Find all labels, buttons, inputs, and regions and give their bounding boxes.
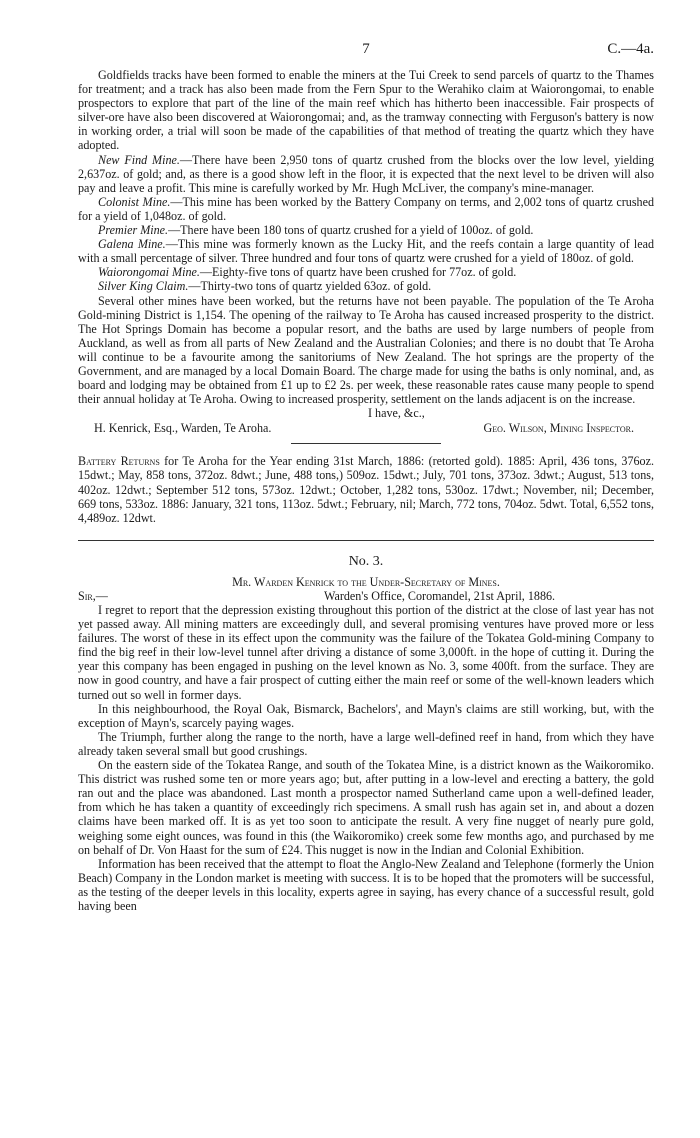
mine-heading: Silver King Claim.: [98, 279, 189, 294]
returns-text: for Te Aroha for the Year ending 31st March, 1886: (retorted gold). 1885: April, 436 tons, 376oz. 15dwt.; May, 858 tons, 372oz. 8dwt.; June, 488 tons,) 509oz. 15dwt.; July, 701 tons, 373oz. 3dwt.; August, 513 tons, 402oz. 12dwt.; September 512 tons, 573oz. 12dwt.; October, 1,282 tons, 530oz. 17dwt.; November, nil; December, 669 tons, 533oz. 1886: January, 321 tons, 113oz. 5dwt.; February, nil; March, 772 tons, 704oz. 5dwt. Total, 6,552 tons, 4,489oz. 12dwt.: [78, 454, 654, 525]
paragraph-new-find-mine: [78, 153, 654, 195]
paragraph-neighbourhood: In this neighbourhood, the Royal Oak, Bismarck, Bachelors', and Mayn's claims are still working, but, with the exception of Mayn's, scarcely paying wages.: [78, 701, 654, 730]
paragraph-premier-mine: [78, 223, 654, 237]
paragraph-te-aroha-district: Several other mines have been worked, but the returns have not been payable. The population of the Te Aroha Gold-mining District is 1,154. The opening of the railway to Te Aroha has caused increased prosperity to the district. The Hot Springs Domain has become a popular resort, and the baths are used by large numbers of people from Auckland, as well as from all parts of New Zealand and the Australian Colonies; and there is no doubt that Te Aroha will continue to be a favourite among the sanitoriums of New Zealand. The hot springs are the property of the Government, and are managed by a local Domain Board. The charge made for using the baths is only nominal, and, as board and lodging may be obtained from £1 up to £2 2s. per week, these reasonable rates cause many people to spend their annual holiday at Te Aroha. Owing to increased prosperity, settlement on the lands adjacent is on the increase.: [78, 293, 654, 407]
section-number: No. 3.: [348, 553, 384, 569]
section-divider-long: [78, 540, 654, 541]
paragraph-text: —Eighty-five tons of quartz have been crushed for 77oz. of gold.: [199, 265, 517, 280]
mine-heading: Colonist Mine.: [98, 194, 171, 209]
signature: Geo. Wilson, Mining Inspector.: [483, 421, 634, 436]
mine-heading: Waiorongomai Mine.: [98, 265, 200, 280]
closing-formula: I have, &c.,: [368, 406, 425, 421]
paragraph-text: —This mine has been worked by the Battery Company on terms, and 2,002 tons of quartz crushed for a yield of 1,048oz. of gold.: [78, 194, 654, 223]
closing-row: [78, 406, 654, 420]
paragraph-silver-king-claim: [78, 279, 654, 293]
paragraph-anglo-new-zealand: Information has been received that the attempt to float the Anglo-New Zealand and Telephone (formerly the Union Beach) Company in the London market is meeting with success. It is to be hoped that the promoters will be successful, as the testing of the deeper levels in this locality, experts agree in saying, has every chance of a successful result, gold having been: [78, 856, 654, 913]
paragraph-text: —There have been 2,950 tons of quartz crushed from the blocks over the low level, yielding 2,637oz. of gold; and, as there is a good show left in the floor, it is expected that the next level to be driven will also pay and leave a profit. This mine is carefully worked by Mr. Hugh McLiver, the company's mine-manager.: [78, 152, 655, 195]
page-header: [78, 42, 654, 68]
paragraph-triumph: The Triumph, further along the range to the north, have a large well-defined reef in hand, from which they have already taken several small but good crushings.: [78, 729, 654, 758]
salutation: Sir,—: [78, 589, 108, 603]
paragraph-text: —This mine was formerly known as the Lucky Hit, and the reefs contain a large quantity of lead with a small percentage of silver. Three hundred and four tons of quartz were crushed for a yield of 180oz. of gold.: [78, 237, 655, 266]
paragraph-waikoromiko: On the eastern side of the Tokatea Range, and south of the Tokatea Mine, is a district known as the Waikoromiko. This district was rushed some ten or more years ago; but, after putting in a low-level and erecting a battery, the gold ran out and the place was abandoned. Last month a prospector named Sutherland came upon a well-defined leader, from which he has taken a quantity of exceedingly rich specimens. A small rush has again set in, and about a dozen claims have been marked off. It is as yet too soon to anticipate the result. A very fine nugget of nearly pure gold, weighing some eight ounces, was found in this (the Waikoromiko) creek some few months ago, and purchased by me on behalf of Dr. Von Haast for the sum of £24. This nugget is now in the Indian and Colonial Exhibition.: [78, 758, 654, 857]
document-reference: C.—4a.: [607, 41, 654, 57]
addressee: H. Kenrick, Esq., Warden, Te Aroha.: [94, 421, 272, 436]
paragraph-colonist-mine: [78, 195, 654, 223]
section-divider-short: [291, 443, 441, 444]
mine-heading: Premier Mine.: [98, 223, 169, 238]
signature-row: [78, 421, 654, 435]
paragraph-tracks: Goldfields tracks have been formed to enable the miners at the Tui Creek to send parcels of quartz to the Thames for treatment; and a track has also been made from the Fern Spur to the Werahiko claim at Waiorongomai, to enable prospectors to explore that part of the line of the main reef which has hitherto been inaccessible. Fair prospects of silver-ore have also been discovered at Waiorongomai; and, as the tramway connecting with Ferguson's battery is now in working order, a trial will soon be made of the capabilities of that method of treating the quartz which they have adopted.: [78, 68, 654, 153]
paragraph-waiorongomai-mine: [78, 265, 654, 279]
returns-heading: Battery Returns: [78, 454, 160, 469]
letter-heading: Mr. Warden Kenrick to the Under-Secretary of Mines.: [232, 574, 500, 589]
page-number: 7: [362, 41, 370, 57]
paragraph-galena-mine: [78, 237, 654, 265]
mine-heading: New Find Mine.: [98, 152, 180, 167]
dateline: Warden's Office, Coromandel, 21st April, 1886.: [324, 589, 556, 603]
mine-heading: Galena Mine.: [98, 237, 166, 252]
battery-returns: [78, 454, 654, 524]
salutation-row: [78, 589, 654, 603]
paragraph-text: —There have been 180 tons of quartz crushed for a yield of 100oz. of gold.: [168, 223, 534, 238]
paragraph-depression: I regret to report that the depression existing throughout this portion of the district at the close of last year has not yet passed away. All mining matters are exceedingly dull, and several promising ventures have proved more or less failures. The worst of these in its effect upon the community was the failure of the Tokatea Gold-mining Company to find the big reef in their low-level tunnel after driving a distance of some 3,000ft. in the hope of cutting it. During the year this company has been engaged in pushing on the level known as No. 3, some 400ft. from the surface. They are now in good country, and have a fair prospect of cutting either the main reef or some of the well-known leaders which turned out so well in former days.: [78, 603, 654, 702]
paragraph-text: —Thirty-two tons of quartz yielded 63oz. of gold.: [188, 279, 432, 294]
